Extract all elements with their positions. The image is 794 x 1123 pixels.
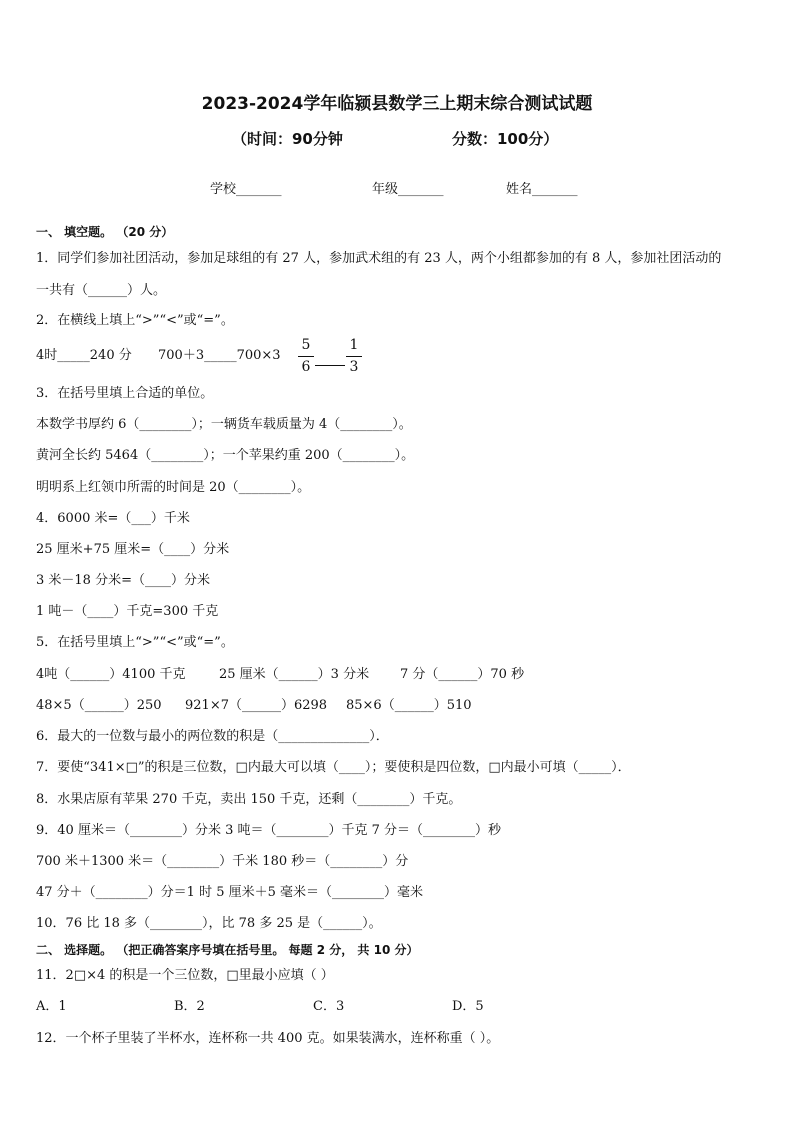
question-5-stem: 5．在括号里填上“>”“<”或“=”。 (36, 635, 234, 650)
question-4-line-1: 4．6000 米=（___）千米 (36, 511, 190, 526)
question-1-line-2: 一共有（______）人。 (36, 283, 167, 298)
answer-blank-line (315, 365, 345, 366)
page-title: 2023-2024学年临颍县数学三上期末综合测试试题 (201, 94, 593, 114)
school-field: 学校_______ (210, 182, 282, 197)
question-2-stem: 2．在横线上填上“>”“<”或“=”。 (36, 313, 234, 328)
question-5-row-1-b: 25 厘米（______）3 分米 (219, 667, 370, 682)
question-8: 8．水果店原有苹果 270 千克，卖出 150 千克，还剩（________）千克。 (36, 792, 462, 807)
question-5-row-2-c: 85×6（______）510 (346, 698, 472, 713)
fraction-bar (298, 356, 314, 357)
fraction-one-third (346, 337, 362, 376)
fraction-numerator: 1 (349, 337, 359, 353)
question-5-row-1-a: 4吨（______）4100 千克 (36, 667, 186, 682)
question-11-option-b: B．2 (174, 999, 205, 1014)
fraction-five-sixths (298, 337, 314, 376)
question-11-option-a: A．1 (36, 999, 67, 1014)
section-1-heading: 一、 填空题。 （20 分） (36, 225, 174, 239)
question-12: 12．一个杯子里装了半杯水，连杯称一共 400 克。如果装满水，连杯称重（ ）。 (36, 1031, 500, 1046)
question-11-option-c: C．3 (313, 999, 345, 1014)
question-5-row-2-a: 48×5（______）250 (36, 698, 162, 713)
grade-field: 年级_______ (372, 182, 444, 197)
question-5-row-1-c: 7 分（______）70 秒 (400, 667, 525, 682)
question-9-line-2: 700 米＋1300 米＝（________）千米 180 秒＝（________）分 (36, 854, 409, 869)
question-11-option-d: D．5 (452, 999, 484, 1014)
exam-time: （时间：90分钟 (232, 130, 343, 148)
question-11-stem: 11．2□×4 的积是一个三位数，□里最小应填（ ） (36, 968, 334, 983)
question-4-line-3: 3 米－18 分米=（____）分米 (36, 573, 210, 588)
fraction-numerator: 5 (301, 337, 311, 353)
question-4-line-4: 1 吨－（____）千克=300 千克 (36, 604, 219, 619)
fraction-denominator: 6 (301, 359, 311, 375)
question-5-row-2-b: 921×7（______）6298 (185, 698, 328, 713)
question-10: 10．76 比 18 多（________），比 78 多 25 是（______）。 (36, 916, 382, 931)
question-3-line-2: 黄河全长约 5464（________）；一个苹果约重 200（________）。 (36, 448, 415, 463)
section-2-heading: 二、 选择题。 （把正确答案序号填在括号里。 每题 2 分， 共 10 分） (36, 943, 419, 957)
question-3-line-3: 明明系上红领巾所需的时间是 20（________）。 (36, 480, 311, 495)
question-6: 6．最大的一位数与最小的两位数的积是（______________）． (36, 729, 389, 744)
fraction-bar (346, 356, 362, 357)
question-2-item-b: 700＋3_____700×3 (158, 348, 281, 363)
question-4-line-2: 25 厘米+75 厘米=（____）分米 (36, 542, 230, 557)
question-3-line-1: 本数学书厚约 6（________）；一辆货车载质量为 4（________）。 (36, 417, 412, 432)
exam-score: 分数：100分） (452, 130, 559, 148)
question-1-line-1: 1．同学们参加社团活动，参加足球组的有 27 人，参加武术组的有 23 人，两个小组都参加的有 8 人，参加社团活动的 (36, 251, 722, 266)
question-3-stem: 3．在括号里填上合适的单位。 (36, 386, 214, 401)
question-9-line-3: 47 分＋（________）分＝1 时 5 厘米＋5 毫米＝（________）毫米 (36, 885, 424, 900)
question-7: 7．要使“341×□”的积是三位数，□内最大可以填（____）；要使积是四位数，□内最小可填（_____）． (36, 760, 631, 775)
question-2-item-a: 4时_____240 分 (36, 348, 132, 363)
fraction-denominator: 3 (349, 359, 359, 375)
name-field: 姓名_______ (506, 182, 578, 197)
question-9-line-1: 9．40 厘米＝（________）分米 3 吨＝（________）千克 7 分＝（________）秒 (36, 823, 502, 838)
